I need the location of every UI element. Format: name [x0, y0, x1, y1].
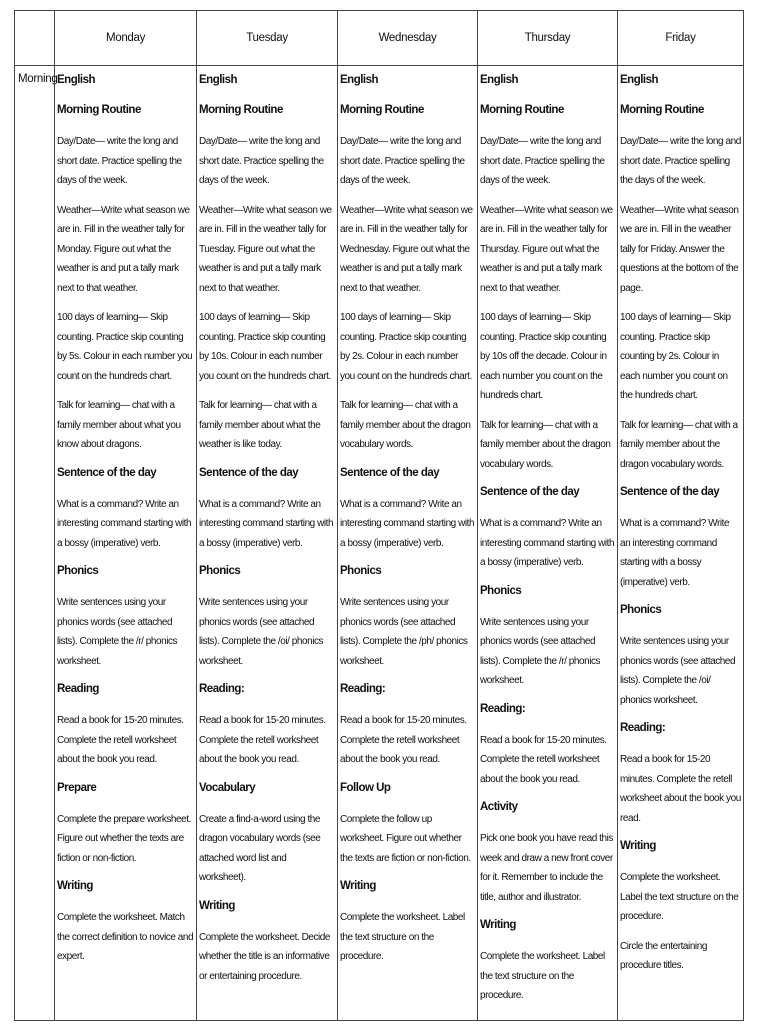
section-phonics [480, 583, 615, 691]
section-heading: Reading: [340, 683, 386, 695]
section-text: Read a book for 15-20 minutes. Complete the retell worksheet about the book you read. [480, 734, 607, 785]
section-text: What is a command? Write an interesting command starting with a bossy (imperative) verb. [480, 518, 615, 568]
section-heading: English [199, 74, 238, 86]
section-heading: English [340, 74, 379, 86]
section-text: Pick one book you have read this week and draw a new front cover for it. Remember to include the title, author and illustrator. [480, 833, 613, 903]
section-phonics [620, 602, 741, 710]
section-text: What is a command? Write an interesting command starting with a bossy (imperative) verb. [620, 518, 730, 588]
section-heading: Morning Routine [57, 104, 141, 116]
section-heading: Morning Routine [199, 104, 283, 116]
section-english [620, 72, 741, 88]
section-text: Read a book for 15-20 minutes. Complete the retell worksheet about the book you read. [199, 715, 326, 765]
section-text: Weather—Write what season we are in. Fill in the weather tally for Thursday. Figure out what the weather is and put a tally mark next to that weather. [480, 204, 613, 294]
section-reading [57, 681, 194, 770]
section-heading: Writing [57, 880, 93, 892]
day-header-wednesday: Wednesday [338, 11, 478, 66]
section-text: Talk for learning— chat with a family member about the dragon vocabulary words. [480, 419, 611, 470]
day-header-friday: Friday [618, 11, 744, 66]
section-text: Complete the follow up worksheet. Figure out whether the texts are fiction or non-fiction. [340, 813, 471, 864]
section-phonics [199, 563, 335, 671]
section-writing [480, 917, 615, 1006]
section-heading: Sentence of the day [340, 466, 440, 479]
section-heading: Vocabulary [199, 781, 256, 794]
section-text: 100 days of learning— Skip counting. Practice skip counting by 2s. Colour in each number you count on the hundreds chart. [340, 312, 472, 382]
section-text: Write sentences using your phonics words (see attached lists). Complete the /oi/ phonics worksheet. [199, 597, 324, 667]
section-text: Write sentences using your phonics words (see attached lists). Complete the /ph/ phonics worksheet. [340, 597, 468, 667]
section-phonics [340, 563, 475, 671]
section-text: Read a book for 15-20 minutes. Complete the retell worksheet about the book you read. [57, 715, 184, 765]
weekly-timetable [14, 10, 744, 1021]
section-sentence-of-the-day [340, 465, 475, 554]
section-sentence-of-the-day [480, 484, 615, 573]
section-english [480, 72, 615, 88]
section-text: 100 days of learning— Skip counting. Practice skip counting by 5s. Colour in each number you count on the hundreds chart. [57, 312, 193, 382]
section-writing [620, 838, 741, 976]
section-english [340, 72, 475, 88]
section-text: 100 days of learning— Skip counting. Practice skip counting by 2s. Colour in each number you count on the hundreds chart. [620, 312, 731, 401]
section-text: Write sentences using your phonics words (see attached lists). Complete the /r/ phonics worksheet. [480, 616, 601, 686]
section-text: Read a book for 15-20 minutes. Complete the retell worksheet about the book you read. [620, 754, 741, 824]
section-text: Talk for learning— chat with a family member about the dragon vocabulary words. [620, 419, 738, 470]
section-morning-routine [620, 102, 741, 474]
section-morning-routine [199, 102, 335, 455]
day-header-monday: Monday [55, 11, 197, 66]
section-text: Day/Date— write the long and short date. Practice spelling the days of the week. [199, 136, 324, 186]
section-heading: Morning Routine [620, 104, 704, 116]
section-heading: Morning Routine [340, 104, 424, 116]
section-heading: Writing [620, 840, 656, 852]
row-label-morning: Morning [15, 66, 55, 1021]
section-text: Complete the worksheet. Decide whether the title is an informative or entertaining procedure. [199, 931, 331, 982]
section-heading: Phonics [620, 604, 662, 616]
section-follow-up [340, 780, 475, 869]
section-reading [199, 681, 335, 770]
section-text: Day/Date— write the long and short date. Practice spelling the days of the week. [57, 136, 182, 186]
section-heading: Sentence of the day [620, 486, 720, 498]
morning-row [15, 66, 744, 1021]
section-heading: Sentence of the day [480, 486, 580, 498]
corner-cell [15, 11, 55, 66]
section-text: Complete the worksheet. Match the correct definition to novice and expert. [57, 912, 194, 962]
section-heading: Follow Up [340, 781, 391, 794]
section-heading: Prepare [57, 781, 97, 794]
section-text: What is a command? Write an interesting command starting with a bossy (imperative) verb. [57, 498, 192, 549]
section-english [199, 72, 335, 88]
section-activity [480, 799, 615, 907]
section-heading: Morning Routine [480, 104, 564, 116]
section-text: Talk for learning— chat with a family member about what you know about dragons. [57, 400, 181, 450]
section-morning-routine [480, 102, 615, 474]
section-heading: English [620, 74, 659, 86]
section-text: Weather—Write what season we are in. Fill in the weather tally for Monday. Figure out what the weather is and put a tally mark next to that weather. [57, 204, 190, 294]
section-text: What is a command? Write an interesting command starting with a bossy (imperative) verb. [340, 498, 475, 549]
section-heading: Writing [199, 899, 235, 912]
section-text: Write sentences using your phonics words (see attached lists). Complete the /r/ phonics worksheet. [57, 597, 178, 667]
section-morning-routine [57, 102, 194, 455]
day-header-thursday: Thursday [478, 11, 618, 66]
cell-friday [618, 66, 744, 1021]
section-text: Write sentences using your phonics words (see attached lists). Complete the /oi/ phonics worksheet. [620, 636, 736, 706]
section-text: Day/Date— write the long and short date. Practice spelling the days of the week. [480, 136, 605, 186]
cell-wednesday [338, 66, 478, 1021]
section-heading: Reading: [620, 722, 666, 734]
section-heading: English [57, 74, 96, 86]
section-sentence-of-the-day [620, 484, 741, 592]
section-vocabulary [199, 780, 335, 888]
section-text: 100 days of learning— Skip counting. Practice skip counting by 10s. Colour in each number you count on the hundreds chart. [199, 312, 331, 382]
section-heading: Phonics [199, 565, 241, 577]
section-text: Complete the worksheet. Label the text structure on the procedure. [620, 872, 739, 922]
section-heading: Phonics [57, 565, 99, 577]
section-text: Talk for learning— chat with a family member about what the weather is like today. [199, 400, 321, 450]
section-text: Day/Date— write the long and short date. Practice spelling the days of the week. [340, 136, 465, 186]
section-heading: Writing [480, 919, 516, 931]
section-morning-routine [340, 102, 475, 455]
section-text: Read a book for 15-20 minutes. Complete the retell worksheet about the book you read. [340, 715, 467, 765]
section-reading [620, 720, 741, 828]
cell-tuesday [197, 66, 338, 1021]
section-writing [57, 878, 194, 967]
day-header-tuesday: Tuesday [197, 11, 338, 66]
cell-thursday [478, 66, 618, 1021]
section-prepare [57, 780, 194, 869]
section-heading: Writing [340, 880, 376, 892]
section-heading: Reading: [480, 702, 526, 715]
section-phonics [57, 563, 194, 671]
section-heading: Reading [57, 683, 99, 695]
section-text: Complete the prepare worksheet. Figure out whether the texts are fiction or non-fiction. [57, 813, 191, 864]
section-text: Complete the worksheet. Label the text structure on the procedure. [340, 912, 465, 962]
section-writing [199, 898, 335, 987]
section-sentence-of-the-day [57, 465, 194, 554]
section-text: What is a command? Write an interesting command starting with a bossy (imperative) verb. [199, 498, 334, 549]
section-heading: Phonics [340, 565, 382, 577]
section-text: Circle the entertaining procedure titles. [620, 940, 707, 971]
section-text: Weather—Write what season we are in. Fill in the weather tally for Tuesday. Figure out what the weather is and put a tally mark next to that weather. [199, 204, 332, 294]
section-heading: Sentence of the day [57, 466, 157, 479]
section-sentence-of-the-day [199, 465, 335, 554]
section-heading: English [480, 74, 519, 86]
section-text: Day/Date— write the long and short date. Practice spelling the days of the week. [620, 136, 741, 186]
section-english [57, 72, 194, 88]
section-heading: Sentence of the day [199, 466, 299, 479]
section-writing [340, 878, 475, 967]
section-text: Create a find-a-word using the dragon vocabulary words (see attached word list and worksheet). [199, 813, 321, 883]
section-text: Weather—Write what season we are in. Fill in the weather tally for Friday. Answer the questions at the bottom of the page. [620, 204, 739, 294]
section-heading: Reading: [199, 683, 245, 695]
section-reading [340, 681, 475, 770]
section-text: Talk for learning— chat with a family member about the dragon vocabulary words. [340, 400, 471, 450]
section-reading [480, 701, 615, 790]
section-text: Complete the worksheet. Label the text structure on the procedure. [480, 951, 605, 1001]
section-heading: Activity [480, 801, 518, 813]
header-row [15, 11, 744, 66]
section-text: Weather—Write what season we are in. Fill in the weather tally for Wednesday. Figure out what the weather is and put a tally mark next to that weather. [340, 204, 473, 294]
section-heading: Phonics [480, 584, 522, 597]
cell-monday [55, 66, 197, 1021]
section-text: 100 days of learning— Skip counting. Practice skip counting by 10s off the decade. Colour in each number you count on the hundreds chart. [480, 312, 607, 401]
